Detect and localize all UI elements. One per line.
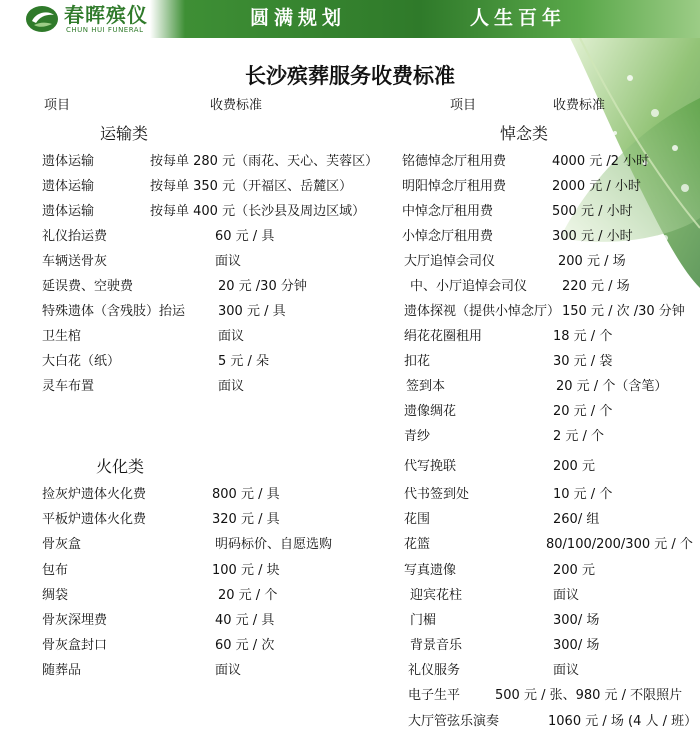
- memorial-item: 迎宾花柱: [410, 588, 463, 603]
- memorial-price: 500 元 / 小时: [552, 204, 633, 219]
- memorial-price: 30 元 / 袋: [553, 354, 613, 369]
- transport-price: 5 元 / 朵: [218, 354, 270, 369]
- column-header-right-item: 项目: [450, 98, 477, 113]
- memorial-item: 中、小厅追悼会司仪: [410, 279, 528, 294]
- memorial-item: 代写挽联: [404, 459, 457, 474]
- memorial-price: 300/ 场: [553, 638, 600, 653]
- header-banner: [0, 0, 700, 38]
- memorial-item: 代书签到处: [404, 487, 470, 502]
- memorial-price: 18 元 / 个: [553, 329, 613, 344]
- transport-item: 卫生棺: [42, 329, 82, 344]
- cremation-item: 捡灰炉遗体火化费: [42, 487, 147, 502]
- memorial-item: 铭德悼念厅租用费: [402, 154, 507, 169]
- slogan-left: 圆满规划: [250, 7, 347, 29]
- memorial-item: 小悼念厅租用费: [402, 229, 494, 244]
- transport-item: 灵车布置: [42, 379, 95, 394]
- logo-text: 春晖殡仪: [64, 3, 148, 27]
- transport-price: 面议: [218, 329, 245, 344]
- transport-item: 遗体运输: [42, 154, 95, 169]
- memorial-price: 20 元 / 个: [553, 404, 613, 419]
- column-header-left-item: 项目: [44, 98, 71, 113]
- section-heading-memorial: 悼念类: [500, 124, 549, 143]
- memorial-item: 中悼念厅租用费: [402, 204, 494, 219]
- column-header-left-price: 收费标准: [210, 98, 263, 113]
- transport-price: 20 元 /30 分钟: [218, 279, 307, 294]
- memorial-price: 2 元 / 个: [553, 429, 605, 444]
- memorial-item: 背景音乐: [410, 638, 463, 653]
- page-title: 长沙殡葬服务收费标准: [245, 64, 455, 88]
- memorial-item: 扣花: [404, 354, 431, 369]
- memorial-price: 150 元 / 次 /30 分钟: [562, 304, 685, 319]
- transport-price: 300 元 / 具: [218, 304, 286, 319]
- memorial-price: 面议: [553, 588, 580, 603]
- memorial-item: 大厅追悼会司仪: [404, 254, 496, 269]
- transport-item: 延误费、空驶费: [42, 279, 134, 294]
- transport-price: 按每单 400 元（长沙县及周边区域）: [150, 204, 366, 219]
- cremation-price: 60 元 / 次: [215, 638, 275, 653]
- memorial-item: 明阳悼念厅租用费: [402, 179, 507, 194]
- cremation-price: 100 元 / 块: [212, 563, 280, 578]
- memorial-price: 1060 元 / 场 (4 人 / 班）: [548, 714, 698, 729]
- transport-price: 面议: [215, 254, 242, 269]
- cremation-item: 骨灰深埋费: [42, 613, 108, 628]
- memorial-price: 20 元 / 个（含笔）: [556, 379, 668, 394]
- cremation-item: 平板炉遗体火化费: [42, 512, 147, 527]
- memorial-price: 80/100/200/300 元 / 个: [546, 537, 693, 552]
- memorial-item: 礼仪服务: [408, 663, 461, 678]
- memorial-item: 青纱: [404, 429, 431, 444]
- memorial-price: 500 元 / 张、980 元 / 不限照片: [495, 688, 683, 703]
- memorial-item: 大厅管弦乐演奏: [408, 714, 500, 729]
- logo-icon: [24, 4, 60, 34]
- cremation-price: 面议: [215, 663, 242, 678]
- memorial-price: 200 元 / 场: [558, 254, 626, 269]
- transport-item: 大白花（纸）: [42, 354, 121, 369]
- memorial-price: 2000 元 / 小时: [552, 179, 641, 194]
- cremation-item: 骨灰盒: [42, 537, 82, 552]
- memorial-price: 10 元 / 个: [553, 487, 613, 502]
- transport-price: 60 元 / 具: [215, 229, 275, 244]
- transport-item: 遗体运输: [42, 204, 95, 219]
- memorial-item: 电子生平: [408, 688, 461, 703]
- transport-item: 特殊遗体（含残肢）抬运: [42, 304, 186, 319]
- cremation-price: 明码标价、自愿选购: [215, 537, 333, 552]
- memorial-price: 面议: [553, 663, 580, 678]
- transport-item: 遗体运输: [42, 179, 95, 194]
- cremation-price: 20 元 / 个: [218, 588, 278, 603]
- memorial-price: 4000 元 /2 小时: [552, 154, 650, 169]
- column-header-right-price: 收费标准: [553, 98, 606, 113]
- memorial-item: 门楣: [410, 613, 437, 628]
- memorial-price: 300/ 场: [553, 613, 600, 628]
- section-heading-transport: 运输类: [100, 124, 149, 143]
- cremation-price: 40 元 / 具: [215, 613, 275, 628]
- transport-price: 按每单 280 元（雨花、天心、芙蓉区）: [150, 154, 379, 169]
- memorial-price: 220 元 / 场: [562, 279, 630, 294]
- cremation-item: 骨灰盒封口: [42, 638, 108, 653]
- memorial-price: 260/ 组: [553, 512, 600, 527]
- section-heading-cremation: 火化类: [96, 457, 145, 476]
- transport-item: 车辆送骨灰: [42, 254, 108, 269]
- memorial-item: 遗体探视（提供小悼念厅）: [404, 304, 561, 319]
- memorial-item: 花篮: [404, 537, 431, 552]
- cremation-item: 随葬品: [42, 663, 82, 678]
- transport-price: 按每单 350 元（开福区、岳麓区）: [150, 179, 353, 194]
- memorial-price: 300 元 / 小时: [552, 229, 633, 244]
- memorial-price: 200 元: [553, 563, 595, 578]
- transport-price: 面议: [218, 379, 245, 394]
- logo-english-text: CHUN HUI FUNERAL: [66, 26, 144, 34]
- memorial-item: 遗像绸花: [404, 404, 457, 419]
- memorial-item: 签到本: [406, 379, 446, 394]
- memorial-price: 200 元: [553, 459, 595, 474]
- slogan-right: 人生百年: [470, 7, 567, 29]
- memorial-item: 花围: [404, 512, 431, 527]
- memorial-item: 绢花花圈租用: [404, 329, 483, 344]
- memorial-item: 写真遗像: [404, 563, 457, 578]
- cremation-item: 包布: [42, 563, 69, 578]
- cremation-price: 800 元 / 具: [212, 487, 280, 502]
- transport-item: 礼仪抬运费: [42, 229, 108, 244]
- cremation-item: 绸袋: [42, 588, 69, 603]
- cremation-price: 320 元 / 具: [212, 512, 280, 527]
